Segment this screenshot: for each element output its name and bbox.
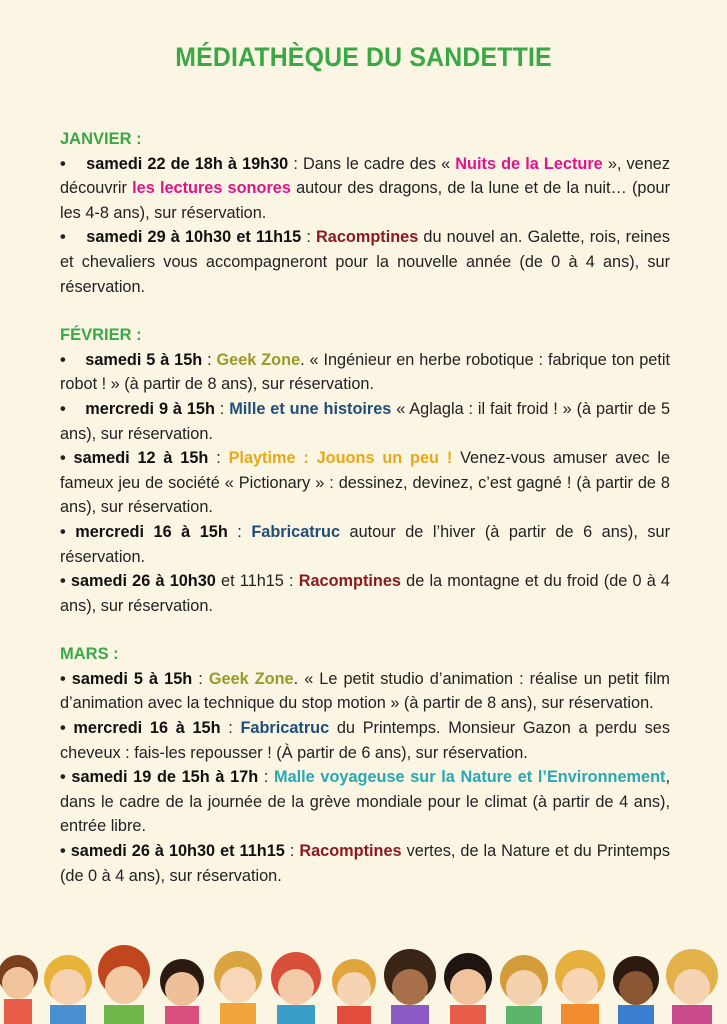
child-face-13 [666, 949, 718, 1024]
bullet: • [60, 228, 66, 247]
event-name: Playtime : Jouons un peu ! [228, 449, 453, 468]
event-date: mercredi 16 à 15h [75, 522, 228, 541]
event-name: Fabricatruc [240, 719, 330, 738]
event-text: : [258, 768, 275, 787]
event-item [60, 225, 670, 299]
event-date: mercredi 16 à 15h [73, 719, 221, 738]
event-text: : [284, 842, 300, 861]
bullet: • [60, 154, 66, 173]
event-item [60, 569, 670, 618]
event-name: Racomptines [316, 228, 419, 247]
children-faces-illustration [0, 935, 727, 1024]
event-date: samedi 22 de 18h à 19h30 [86, 154, 289, 173]
event-item [60, 152, 670, 226]
event-name: les lectures sonores [132, 179, 291, 198]
event-date: samedi 26 à 10h30 et 11h15 [70, 842, 285, 861]
event-name: Nuits de la Lecture [455, 154, 603, 173]
event-date: mercredi 9 à 15h [85, 399, 215, 418]
child-face-8 [384, 949, 436, 1024]
event-item [60, 765, 670, 839]
bullet: • [60, 449, 66, 468]
event-name: Mille et une histoires [229, 399, 392, 418]
event-text: et 11h15 : [215, 572, 299, 591]
event-text: du Printemps. Monsieur Gazon a perdu ses cheveux : fais-les repousser ! (À partir de 6 ans), sur réservation. [60, 719, 670, 762]
event-text: : [208, 449, 229, 468]
event-text: : [220, 719, 241, 738]
event-date: samedi 12 à 15h [73, 449, 209, 468]
month-heading-fevrier: FÉVRIER : [60, 326, 142, 345]
event-name: Racomptines [298, 572, 401, 591]
month-heading-mars: MARS : [60, 645, 119, 664]
event-text: Venez-vous amuser avec le fameux jeu de société « Pictionary » : dessinez, devinez, c’est gagné ! (à partir de 8 ans), sur réservation. [60, 449, 670, 517]
event-text: autour de l’hiver (à partir de 6 ans), sur réservation. [60, 522, 670, 566]
event-text: . « Ingénieur en herbe robotique : fabrique ton petit robot ! » (à partir de 8 ans), sur réservation. [60, 350, 670, 394]
bullet: • [60, 842, 66, 861]
event-text: vertes, de la Nature et du Printemps (de 0 à 4 ans), sur réservation. [60, 842, 670, 885]
event-text: « Aglagla : il fait froid ! » (à partir de 5 ans), sur réservation. [60, 399, 670, 443]
event-text: , dans le cadre de la journée de la grève mondiale pour le climat (à partir de 4 ans), entrée libre. [60, 768, 670, 836]
event-name: Geek Zone [208, 669, 294, 688]
event-name: Malle voyageuse sur la Nature et l’Environnement [274, 768, 666, 787]
month-heading-janvier: JANVIER : [60, 130, 142, 148]
event-item [60, 716, 670, 765]
bullet: • [60, 350, 66, 369]
child-face-12 [613, 956, 659, 1024]
event-text: : Dans le cadre des « [288, 154, 456, 173]
event-item [60, 446, 670, 520]
child-face-1 [0, 955, 38, 1024]
event-text: du nouvel an. Galette, rois, reines et chevaliers vous accompagneront pour la nouvelle année (de 0 à 4 ans), sur réservation. [60, 228, 670, 296]
event-name: Fabricatruc [251, 522, 341, 541]
event-text: . « Le petit studio d’animation : réalise un petit film d’animation avec la technique du stop motion » (à partir de 8 ans), sur réservation. [60, 669, 670, 713]
event-name: Racomptines [299, 842, 402, 861]
bullet: • [60, 572, 66, 591]
child-face-5 [214, 951, 262, 1024]
child-face-6 [271, 952, 321, 1024]
child-face-11 [555, 950, 605, 1024]
child-face-7 [332, 959, 376, 1024]
event-date: samedi 29 à 10h30 et 11h15 [86, 228, 302, 247]
event-date: samedi 5 à 15h [71, 669, 193, 688]
event-text: : [227, 522, 252, 541]
program-content [60, 127, 670, 888]
bullet: • [60, 719, 66, 738]
event-text: », venez découvrir [60, 154, 670, 198]
event-item [60, 397, 670, 446]
child-face-9 [444, 953, 492, 1024]
event-item [60, 839, 670, 888]
bullet: • [60, 522, 66, 541]
event-item [60, 667, 670, 716]
child-face-3 [98, 945, 150, 1024]
event-text: autour des dragons, de la lune et de la nuit… (pour les 4-8 ans), sur réservation. [60, 179, 670, 222]
event-name: Geek Zone [216, 350, 301, 369]
bullet: • [60, 399, 66, 418]
event-item [60, 348, 670, 397]
bullet: • [60, 669, 66, 688]
child-face-10 [500, 955, 548, 1024]
event-date: samedi 5 à 15h [85, 350, 203, 369]
event-text: : [214, 399, 230, 418]
event-date: samedi 26 à 10h30 [70, 572, 216, 591]
child-face-2 [44, 955, 92, 1024]
bullet: • [60, 768, 66, 787]
event-text: : [202, 350, 217, 369]
event-text: : [301, 228, 317, 247]
event-item [60, 520, 670, 569]
event-text: de la montagne et du froid (de 0 à 4 ans), sur réservation. [60, 572, 670, 615]
page-title: MÉDIATHÈQUE DU SANDETTIE [175, 42, 552, 72]
event-date: samedi 19 de 15h à 17h [71, 768, 259, 787]
event-text: : [192, 669, 209, 688]
child-face-4 [160, 959, 204, 1024]
